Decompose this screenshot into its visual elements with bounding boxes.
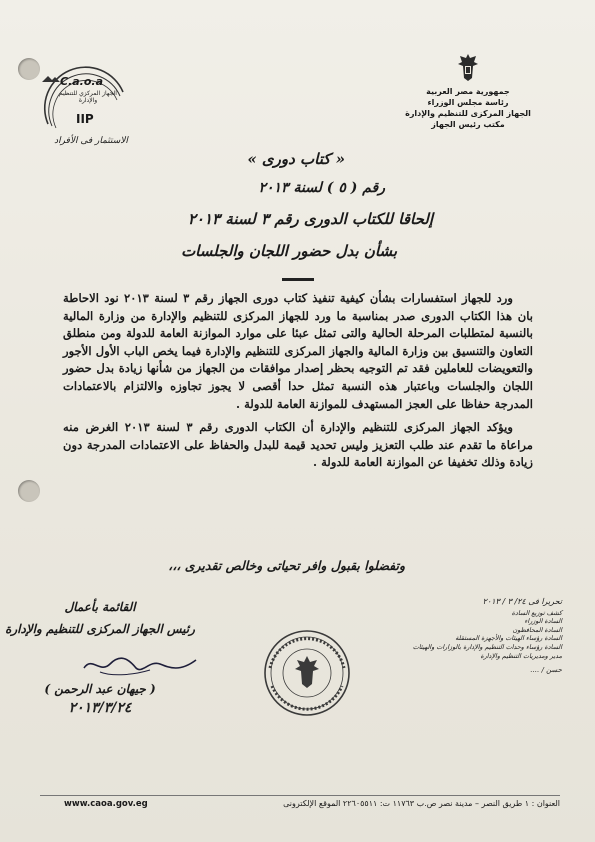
- doc-topic: بشأن بدل حضور اللجان والجلسات: [181, 242, 397, 260]
- signatory-title: رئيس الجهاز المركزى للتنظيم والإدارة: [5, 622, 195, 636]
- doc-subject: إلحاقا للكتاب الدورى رقم ٣ لسنة ٢٠١٣: [187, 210, 433, 228]
- letterhead-line: رئاسة مجلس الوزراء: [427, 98, 509, 107]
- footer-address: العنوان : ١ طريق النصر – مدينة نصر ص.ب ١١٧٦٣ ت: ٢٢٦٠٥٥١١ الموقع الإلكترونى: [283, 799, 560, 808]
- signatory-role: القائمة بأعمال: [64, 600, 136, 614]
- body-paragraph: ورد للجهاز استفسارات بشأن كيفية تنفيذ كتاب دورى الجهاز رقم ٣ لسنة ٢٠١٣ نود الاحاطة بان هذا الكتاب الدورى صدر بمناسبة ما ورد للجهاز المركزى للتنظيم والإدارة من وزارة المالية بالنسبة لمتطلبات المرحلة الحالية والتى تمثل عبئا على موارد الموازنة العامة للدولة ومن منطلق التعاون والتنسيق بين وزارة المالية والجهاز المركزى للتنظيم والإدارة فيما يخص الباب الأول الأجور والتعويضات للعاملين فقد تم التوجيه بحظر إصدار موافقات من الجهاز من شأنها زيادة بدل حضور اللجان والجلسات وباعتبار هذه النسبة تمثل حدا أقصى لا يجوز تجاوزه والالتزام بالاعتمادات المدرجة حفاظا على العجز المستهدف للموازنة العامة للدولة .: [63, 291, 533, 411]
- distribution-line: السادة المحافظون: [512, 625, 562, 634]
- logo-mark: C.a.o.a: [60, 75, 104, 88]
- issue-date: تحريرا فى ٢٤/ ٣ / ٢٠١٣: [482, 597, 562, 606]
- signatory-name: ( جيهان عبد الرحمن ): [44, 682, 156, 696]
- distribution-line: السادة رؤساء الهيئات والأجهزة المستقلة: [455, 634, 562, 643]
- caoa-logo: [28, 52, 143, 162]
- footer-website-link[interactable]: www.caoa.gov.eg: [64, 799, 148, 809]
- distribution-line: السادة الوزراء: [524, 617, 562, 626]
- logo-subtitle: الجهاز المركزي للتنظيم والإدارة: [59, 90, 117, 104]
- letterhead-line: الجهاز المركزى للتنظيم والإدارة: [405, 109, 531, 118]
- letterhead-line: جمهورية مصر العربية: [426, 87, 510, 96]
- distribution-line: كشف توزيع السادة: [511, 608, 562, 617]
- eagle-emblem-icon: [456, 52, 480, 82]
- handwritten-date: ٢٠١٣/٣/٢٤: [68, 700, 132, 716]
- distribution-line: مدير ومديريات التنظيم والإدارة: [480, 651, 562, 660]
- doc-number: رقم ( ٥ ) لسنة ٢٠١٣: [258, 180, 385, 196]
- distribution-list: [262, 598, 562, 675]
- handwritten-signature-icon: [80, 650, 200, 680]
- body-paragraph: ويؤكد الجهاز المركزى للتنظيم والإدارة أن الكتاب الدورى رقم ٣ لسنة ٢٠١٣ الغرض منه مراعاة ما تقدم عند طلب التعزيز وليس تحديد قيمة للبدل والحفاظ على الاعتمادات المدرجة دون زيادة وذلك تخفيفا عن الموازنة العامة للدولة .: [63, 420, 533, 470]
- distribution-line: السادة رؤساء وحدات التنظيم والإدارة بالوزارات والهيئات: [412, 642, 562, 651]
- distribution-greeting: حسن / ....: [530, 666, 562, 675]
- title-divider: [282, 278, 314, 281]
- punch-hole: [18, 480, 40, 502]
- footer: [40, 795, 560, 812]
- letter-body: [63, 290, 533, 478]
- closing-line: وتفضلوا بقبول وافر تحياتى وخالص تقديرى ،،،: [168, 558, 405, 573]
- logo-motto: الاستثمار فى الأفراد: [54, 136, 128, 146]
- letterhead-line: مكتب رئيس الجهاز: [431, 120, 505, 129]
- letterhead-right: [383, 52, 553, 130]
- doc-kind: « كتاب دورى »: [247, 150, 345, 168]
- logo-abbr: IIP: [76, 112, 94, 126]
